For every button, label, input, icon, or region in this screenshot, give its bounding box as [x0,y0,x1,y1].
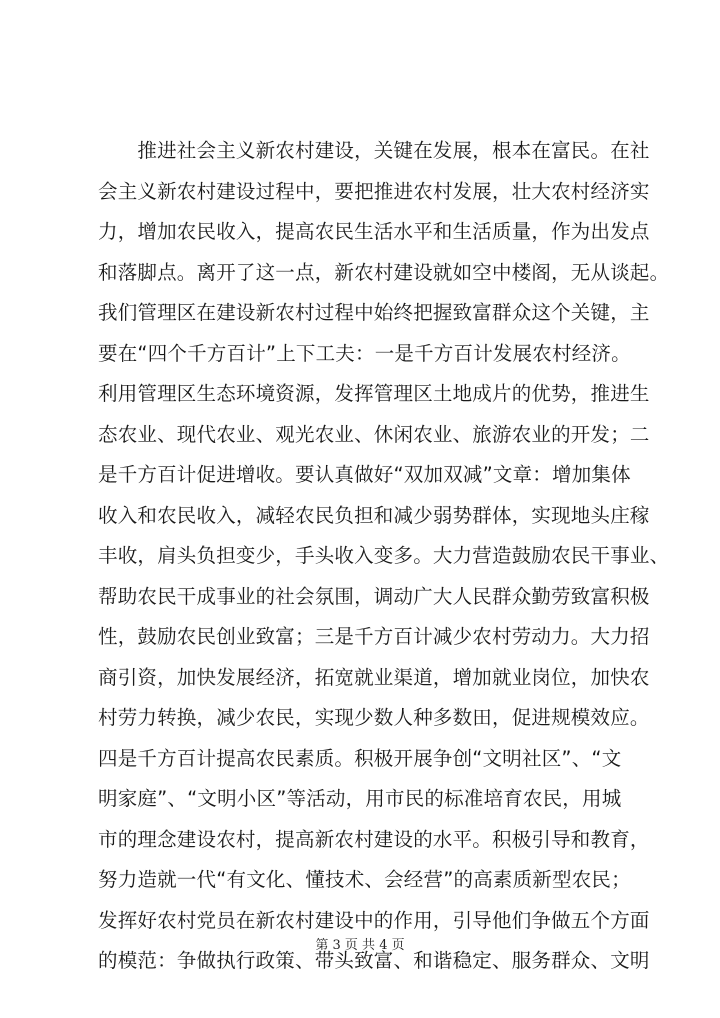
text-line: 是千方百计促进增收。要认真做好“双加双减”文章：增加集体 [98,463,631,486]
text-line: 的模范：争做执行政策、带头致富、和谐稳定、服务群众、文明 [98,949,650,972]
text-line: 利用管理区生态环境资源，发挥管理区土地成片的优势，推进生 [98,382,650,405]
text-line: 推进社会主义新农村建设，关键在发展，根本在富民。在社 [98,139,650,162]
text-line: 态农业、现代农业、观光农业、休闲农业、旅游农业的开发；二 [98,422,650,446]
text-line: 商引资，加快发展经济，拓宽就业渠道，增加就业岗位，加快农 [98,665,650,689]
text-line: 要在“四个千方百计”上下工夫：一是千方百计发展农村经济。 [98,341,631,365]
text-line: 帮助农民干成事业的社会氛围，调动广大人民群众勤劳致富积极 [98,584,650,608]
text-line: 明家庭”、“文明小区”等活动，用市民的标准培育农民，用城 [98,787,622,810]
text-line: 会主义新农村建设过程中，要把推进农村发展，壮大农村经济实 [98,179,650,203]
text-line: 和落脚点。离开了这一点，新农村建设就如空中楼阁，无从谈起。 [98,260,670,284]
page-number-footer: 第 3 页 共 4 页 [315,938,405,953]
text-line: 四是千方百计提高农民素质。积极开展争创“文明社区”、“文 [98,746,622,770]
text-line: 丰收，肩头负担变少，手头收入变多。大力营造鼓励农民干事业、 [98,544,670,567]
text-line: 收入和农民收入，减轻农民负担和减少弱势群体，实现地头庄稼 [98,503,650,527]
text-line: 市的理念建设农村，提高新农村建设的水平。积极引导和教育， [98,827,650,851]
text-line: 努力造就一代“有文化、懂技术、会经营”的高素质新型农民； [98,868,631,891]
text-line: 力，增加农民收入，提高农民生活水平和生活质量，作为出发点 [98,220,650,243]
text-line: 我们管理区在建设新农村过程中始终把握致富群众这个关键，主 [98,301,650,324]
body-paragraph [98,131,670,982]
text-line: 发挥好农村党员在新农村建设中的作用，引导他们争做五个方面 [98,908,650,932]
text-line: 村劳力转换，减少农民，实现少数人种多数田，促进规模效应。 [98,706,650,729]
text-line: 性，鼓励农民创业致富；三是千方百计减少农村劳动力。大力招 [98,625,650,648]
